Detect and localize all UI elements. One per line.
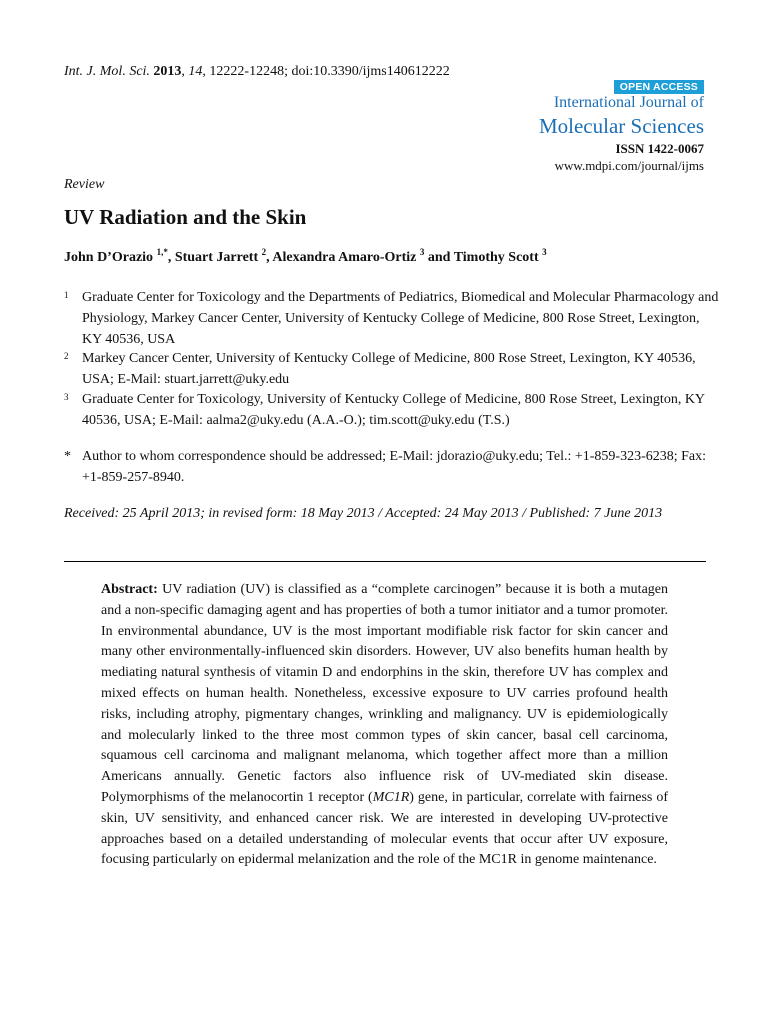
author-affiliation-mark: 1,* [156,247,168,257]
journal-name-line1: International Journal of [553,94,704,111]
abstract-text-part1: UV radiation (UV) is classified as a “complete carcinogen” because it is both a mutagen and a non-specific damaging agent and has properties of both a tumor initiator and a tumor promoter. In environmental abundance, UV is the most important modifiable risk factor for skin cancer and many other environmentally-influenced skin disorders. However, UV also benefits human health by mediating natural synthesis of vitamin D and endorphins in the skin, therefore UV has complex and mixed effects on human health. Nonetheless, excessive exposure to UV carries profound health risks, including atrophy, pigmentary changes, wrinkling and malignancy. UV is epidemiologically and molecularly linked to the three most common types of skin cancer, basal cell carcinoma, squamous cell carcinoma and malignant melanoma, which together affect more than a million Americans annually. Genetic factors also influence risk of UV-mediated skin disease. Polymorphisms of the melanocortin 1 receptor ( [101,582,668,805]
citation-volume: 14 [188,64,203,79]
citation-rest: , 12222-12248; doi:10.3390/ijms140612222 [202,64,450,79]
abstract-gene-name: MC1R [372,789,410,805]
affiliation-text: Markey Cancer Center, University of Kentucky College of Medicine, 800 Rose Street, Lexington, KY 40536, USA; E-Mail: stuart.jarrett@uky.edu [82,351,696,387]
abstract-text-part2: ) gene, in particular, correlate with fairness of skin, UV sensitivity, and enhanced cancer risk. We are interested in developing UV-protective approaches based on a detailed understanding of molecular events that occur after UV exposure, focusing particularly on epidermal melanization and the role of the MC1R in genome maintenance. [101,789,668,868]
issn: ISSN 1422-0067 [615,141,704,156]
publication-dates: Received: 25 April 2013; in revised form: 18 May 2013 / Accepted: 24 May 2013 / Published: 7 June 2013 [64,506,663,521]
journal-name-line2: Molecular Sciences [538,114,704,138]
affiliation-text: Graduate Center for Toxicology, University of Kentucky College of Medicine, 800 Rose Street, Lexington, KY 40536, USA; E-Mail: aalma2@uky.edu (A.A.-O.); tim.scott@uky.edu (T.S.) [82,392,705,428]
author-affiliation-mark: 3 [419,247,425,257]
author-list: John D’Orazio $^{1,*}$, Stuart Jarrett $^2$, Alexandra Amaro-Ortiz $^3$ and Timothy Scott $^3$ [64,247,547,265]
citation-year: 2013 [153,64,182,79]
horizontal-divider [64,561,706,562]
author-affiliation-mark: 3 [542,247,547,257]
author-name: John D’Orazio [64,250,154,265]
author-affiliation-mark: 2 [261,247,267,257]
affiliation-text: Graduate Center for Toxicology and the Departments of Pediatrics, Biomedical and Molecular Pharmacology and Physiology, Markey Cancer Center, University of Kentucky College of Medicine, 800 Rose Street, Lexington, KY 40536, USA [82,290,719,347]
affiliation-number: 1 [64,290,69,300]
open-access-badge: OPEN ACCESS [614,80,704,94]
abstract-label: Abstract: [101,582,158,597]
author-name: Timothy Scott [453,250,539,265]
citation-line: Int. J. Mol. Sci. 2013, 14, 12222-12248; doi:10.3390/ijms140612222 [64,64,450,79]
article-title: UV Radiation and the Skin [64,205,307,229]
affiliation-number: 3 [64,392,69,402]
journal-abbrev: Int. J. Mol. Sci. [64,64,150,79]
correspondence-mark: * [64,449,71,464]
article-type: Review [64,177,105,192]
author-name: Alexandra Amaro-Ortiz [272,250,417,265]
journal-url[interactable]: www.mdpi.com/journal/ijms [554,158,704,173]
abstract [101,580,668,871]
author-name: Stuart Jarrett [174,250,259,265]
affiliation-number: 2 [64,351,69,361]
correspondence-text: Author to whom correspondence should be addressed; E-Mail: jdorazio@uky.edu; Tel.: +1-859-323-6238; Fax: +1-859-257-8940. [82,449,707,485]
